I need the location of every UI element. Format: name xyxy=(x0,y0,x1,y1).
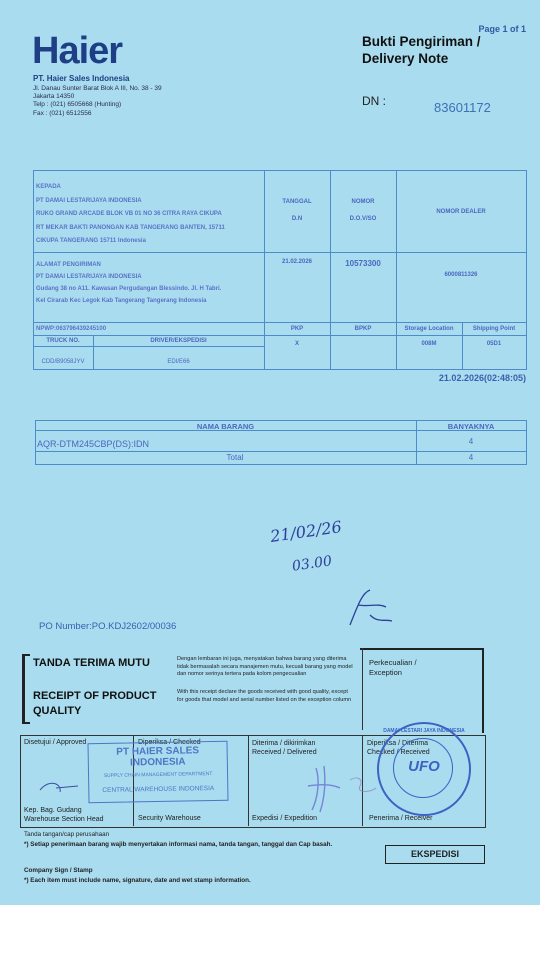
driver-header: DRIVER/EKSPEDISI xyxy=(150,338,207,344)
dn-label: DN : xyxy=(362,94,386,108)
handwritten-initial xyxy=(340,585,400,630)
receipt-title-id: TANDA TERIMA MUTU xyxy=(33,657,150,669)
handwritten-time: 03.00 xyxy=(291,553,334,575)
company-name: PT. Haier Sales Indonesia xyxy=(33,74,130,83)
company-address: Jl. Danau Sunter Barat Blok A III, No. 38 - 39 Jakarta 14350 Telp : (021) 6505668 (Hunting) Fax : (021) 6512556 xyxy=(33,85,162,117)
receipt-text-en: With this receipt declare the goods received with good quality, except for goods that model and serial number listed on the exception column xyxy=(177,689,352,703)
truck-value: CDD/B9058JYV xyxy=(41,359,85,365)
sig-approved-bottom: Kep. Bag. Gudang Warehouse Section Head xyxy=(24,807,104,823)
sig-receiver-top: Diperiksa / Diterima Checked / Received xyxy=(367,740,430,756)
document-title: Bukti Pengiriman / Delivery Note xyxy=(362,34,481,66)
shipping-point-header: Shipping Point xyxy=(472,326,516,332)
ekspedisi-box: EKSPEDISI xyxy=(385,845,485,864)
pkp-header: PKP xyxy=(290,326,304,332)
haier-logo: Haier xyxy=(32,30,123,72)
driver-value: EDI/E66 xyxy=(167,359,190,365)
receipt-text-id: Dengan lembaran ini juga, menyatakan bahwa barang yang diterima tidak bermasalah secara manajemen mutu, kecuali barang yang model dan nomor serinya tertera pada kolom pengecualian xyxy=(177,656,353,678)
dealer-value: 6000811326 xyxy=(444,272,478,278)
sig-checked-bottom: Security Warehouse xyxy=(138,815,201,822)
po-number: PO Number:PO.KDJ2602/00036 xyxy=(39,621,177,632)
dn-number: 83601172 xyxy=(434,100,491,115)
kepada-block: KEPADA PT DAMAI LESTARIJAYA INDONESIA RUKO GRAND ARCADE BLOK VB 01 NO 36 CITRA RAYA CIKUPA RT MEKAR BAKTI PANONGAN KAB TANGERANG BANTEN, 15711 CIKUPA TANGERANG 15711 Indonesia xyxy=(36,181,225,249)
storage-location-header: Storage Location xyxy=(404,326,454,332)
total-label: Total xyxy=(226,453,244,462)
nomor-header: NOMOR D.O.V/SO xyxy=(349,199,377,222)
round-stamp-ring: DAMAI LESTARI JAYA INDONESIA xyxy=(383,728,465,734)
receipt-title-en-1: RECEIPT OF PRODUCT xyxy=(33,690,157,702)
page-indicator: Page 1 of 1 xyxy=(478,24,526,34)
item-name: AQR-DTM245CBP(DS):IDN xyxy=(37,439,150,449)
storage-value: 008M xyxy=(421,341,437,347)
footer-sig-id: Tanda tangan/cap perusahaan xyxy=(24,831,110,838)
nomor-dealer-header: NOMOR DEALER xyxy=(436,209,486,215)
sig-receiver-bottom: Penerima / Receiver xyxy=(369,815,433,822)
exception-label: Perkecualian / Exception xyxy=(369,658,417,677)
npwp: NPWP:063796439245100 xyxy=(36,326,107,332)
sig-delivered-top: Diterima / dikirimkan Received / Delivered xyxy=(252,740,317,756)
receipt-title-en-2: QUALITY xyxy=(33,705,82,717)
kepada-label: KEPADA xyxy=(36,184,61,190)
alamat-label: ALAMAT PENGIRIMAN xyxy=(36,262,101,268)
bpkp-header: BPKP xyxy=(354,326,372,332)
sig-delivered-bottom: Expedisi / Expedition xyxy=(252,815,317,822)
item-qty: 4 xyxy=(468,437,474,446)
pkp-value: X xyxy=(294,341,299,347)
alamat-block: ALAMAT PENGIRIMAN PT DAMAI LESTARIJAYA INDONESIA Gudang 38 no A11. Kawasan Pergudangan Blessindo. Jl. H Tabri. Kel Cirarab Kec Legok Kab Tangerang Tangerang Indonesia xyxy=(36,259,221,307)
truck-header: TRUCK NO. xyxy=(46,338,80,344)
footer-note-id: *) Setiap penerimaan barang wajib menyertakan informasi nama, tanda tangan, tanggal dan Cap basah. xyxy=(24,841,333,848)
tanggal-value: 21.02.2026 xyxy=(281,259,313,265)
col-nama-barang: NAMA BARANG xyxy=(196,422,255,431)
footer-note-en: *) Each item must include name, signature, date and wet stamp information. xyxy=(24,877,251,884)
col-banyaknya: BANYAKNYA xyxy=(447,422,495,431)
round-stamp-center: UFO xyxy=(408,758,440,775)
nomor-value: 10573300 xyxy=(345,259,381,268)
tanggal-header: TANGGAL D.N xyxy=(282,199,312,222)
print-datetime: 21.02.2026(02:48:05) xyxy=(438,373,526,383)
sig-checked-top: Diperiksa / Checked xyxy=(138,739,201,746)
company-round-stamp xyxy=(377,722,471,816)
footer-sig-en: Company Sign / Stamp xyxy=(24,867,93,874)
total-value: 4 xyxy=(468,453,474,462)
sig-approved-top: Disetujui / Approved xyxy=(24,739,87,746)
warehouse-stamp: PT HAIER SALES INDONESIA SUPPLY CHAIN MANAGEMENT DEPARTMENT CENTRAL WAREHOUSE INDONESIA xyxy=(87,741,228,803)
handwritten-date: 21/02/26 xyxy=(269,517,343,546)
shipping-point-value: 05D1 xyxy=(486,341,502,347)
